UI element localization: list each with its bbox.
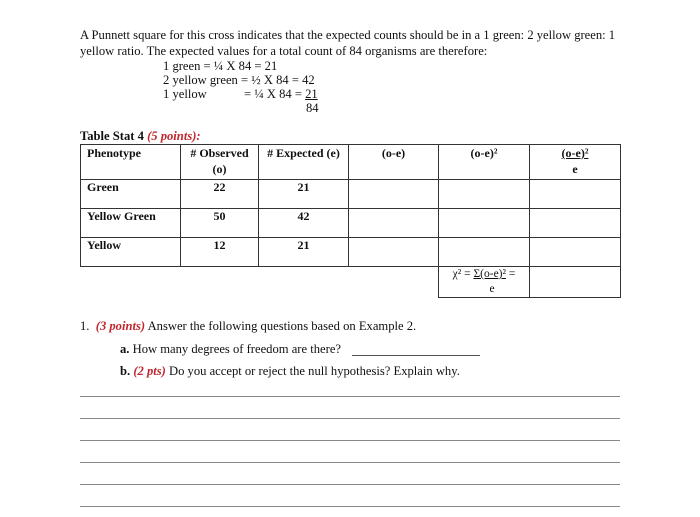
- table-header-row: [81, 145, 621, 180]
- cell-o-minus-e-squared[interactable]: [439, 209, 530, 238]
- cell-observed: 50: [181, 209, 259, 238]
- question-1-points: (3 points): [95, 319, 146, 333]
- cell-chi-term[interactable]: [530, 180, 621, 209]
- answer-line[interactable]: [80, 418, 620, 419]
- question-1b: [120, 363, 460, 379]
- chi-sum: Σ(o-e)²: [473, 268, 506, 280]
- cell-o-minus-e[interactable]: [349, 209, 439, 238]
- answer-line[interactable]: [80, 462, 620, 463]
- cell-chi-term[interactable]: [530, 209, 621, 238]
- calc-total: 84: [306, 101, 319, 115]
- intro-line-1: A Punnett square for this cross indicates that the expected counts should be in a 1 green: 2 yellow green: 1: [80, 28, 616, 42]
- table-row-green: [81, 180, 621, 209]
- header-fraction-denominator: e: [572, 162, 578, 176]
- table-points: (5 points):: [147, 129, 201, 143]
- cell-o-minus-e-squared[interactable]: [439, 180, 530, 209]
- header-fraction-numerator: (o-e)²: [561, 146, 589, 160]
- calc-yellow-green: 2 yellow green = ½ X 84 = 42: [163, 73, 315, 87]
- answer-line[interactable]: [80, 506, 620, 507]
- cell-phenotype: Yellow: [81, 238, 181, 267]
- cell-expected: 21: [259, 180, 349, 209]
- header-observed-sub: (o): [212, 162, 227, 176]
- intro-line-2: yellow ratio. The expected values for a total count of 84 organisms are therefore:: [80, 44, 488, 58]
- cell-phenotype: Yellow Green: [81, 209, 181, 238]
- table-title: [80, 129, 201, 144]
- answer-line[interactable]: [80, 484, 620, 485]
- cell-o-minus-e[interactable]: [349, 238, 439, 267]
- chi-square-formula: [439, 267, 530, 298]
- chi-eq: =: [505, 268, 516, 280]
- question-1b-points: (2 pts): [133, 364, 166, 378]
- calc-yellow-expression: [244, 87, 318, 102]
- cell-expected: 21: [259, 238, 349, 267]
- header-observed-label: # Observed: [190, 146, 249, 160]
- header-observed: [181, 145, 259, 180]
- chi-square-top: [439, 267, 529, 282]
- cell-o-minus-e[interactable]: [349, 180, 439, 209]
- cell-chi-term[interactable]: [530, 238, 621, 267]
- cell-observed: 22: [181, 180, 259, 209]
- cell-o-minus-e-squared[interactable]: [439, 238, 530, 267]
- question-1a: [120, 341, 341, 357]
- degrees-of-freedom-answer-line[interactable]: [352, 355, 480, 356]
- chi-lhs: χ² =: [452, 268, 474, 280]
- question-1-text: Answer the following questions based on Example 2.: [147, 319, 417, 333]
- question-1-number: 1.: [80, 319, 90, 333]
- answer-line[interactable]: [80, 396, 620, 397]
- table-row-yellow-green: [81, 209, 621, 238]
- answer-line[interactable]: [80, 440, 620, 441]
- calc-yellow-label: 1 yellow: [163, 87, 207, 101]
- table-title-text: Table Stat 4: [80, 129, 144, 143]
- header-expected: # Expected (e): [259, 145, 349, 180]
- chi-denominator: e: [489, 283, 495, 295]
- question-1: [80, 318, 416, 334]
- calc-yellow-expr: = ¼ X 84 =: [244, 87, 306, 101]
- table-row-yellow: [81, 238, 621, 267]
- header-o-minus-e-squared: (o-e)²: [439, 145, 530, 180]
- question-1b-text: Do you accept or reject the null hypothesis? Explain why.: [169, 364, 460, 378]
- cell-phenotype: Green: [81, 180, 181, 209]
- header-o-minus-e: (o-e): [349, 145, 439, 180]
- question-1b-label: b.: [120, 364, 131, 378]
- calc-green: 1 green = ¼ X 84 = 21: [163, 59, 278, 73]
- stat-table: [80, 144, 621, 298]
- calc-yellow-value: 21: [305, 87, 318, 101]
- question-1a-text: How many degrees of freedom are there?: [132, 342, 342, 356]
- table-chi-square-row: [81, 267, 621, 298]
- cell-expected: 42: [259, 209, 349, 238]
- chi-square-total-cell[interactable]: [530, 267, 621, 298]
- header-chi-fraction: [530, 145, 621, 180]
- cell-observed: 12: [181, 238, 259, 267]
- header-phenotype: Phenotype: [81, 145, 181, 180]
- question-1a-label: a.: [120, 342, 130, 356]
